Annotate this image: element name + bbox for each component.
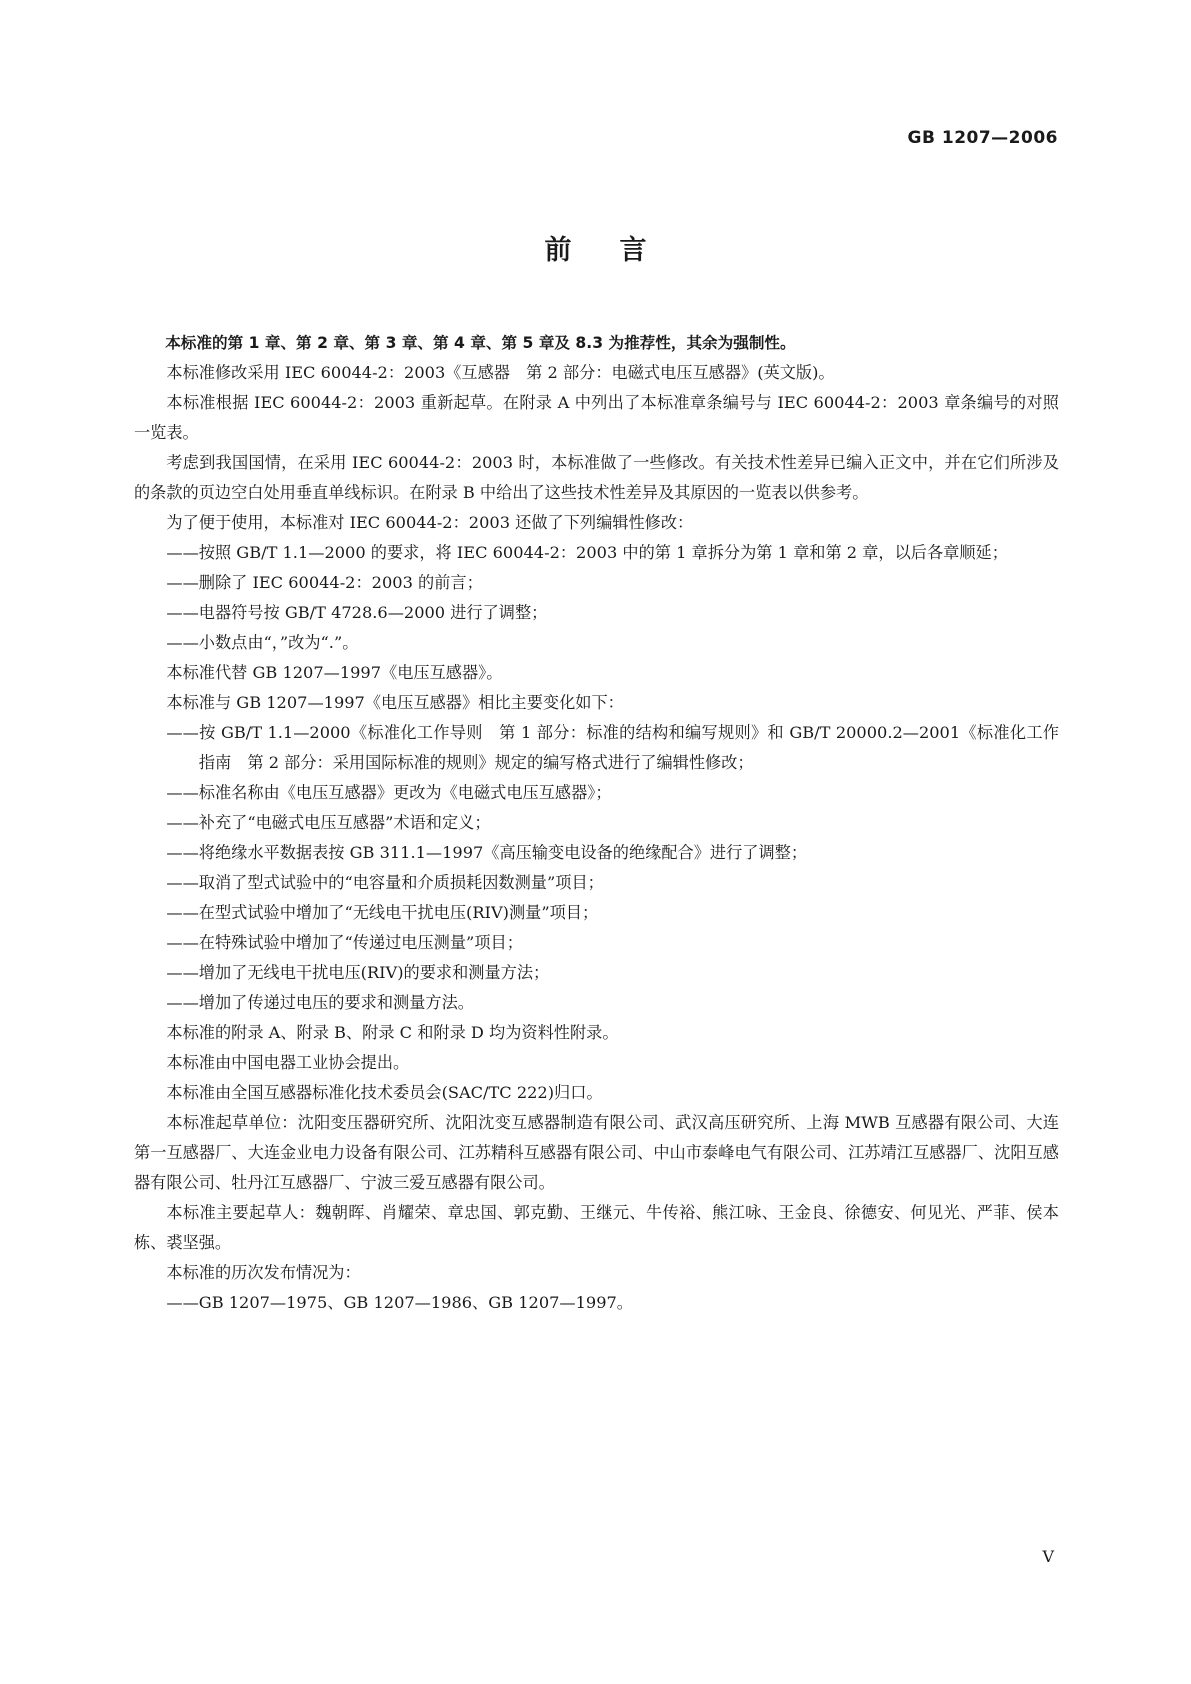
paragraph: 本标准修改采用 IEC 60044-2：2003《互感器 第 2 部分：电磁式电压互感器》(英文版)。	[166, 363, 835, 382]
list-item: ——将绝缘水平数据表按 GB 311.1—1997《高压输变电设备的绝缘配合》进行了调整；	[166, 843, 808, 862]
list-item: ——GB 1207—1975、GB 1207—1986、GB 1207—1997。	[166, 1293, 633, 1312]
list-item: ——增加了无线电干扰电压(RIV)的要求和测量方法；	[166, 963, 550, 982]
list-item: ——电器符号按 GB/T 4728.6—2000 进行了调整；	[166, 603, 548, 622]
list-item: ——取消了型式试验中的“电容量和介质损耗因数测量”项目；	[166, 873, 604, 892]
paragraph: 考虑到我国国情，在采用 IEC 60044-2：2003 时，本标准做了一些修改。有关技术性差异已编入正文中，并在它们所涉及的条款的页边空白处用垂直单线标识。在附录 B 中给出了这些技术性差异及其原因的一览表以供参考。	[134, 453, 1059, 502]
foreword-body	[134, 328, 1059, 1318]
paragraph: 本标准主要起草人：魏朝晖、肖耀荣、章忠国、郭克勤、王继元、牛传裕、熊江咏、王金良、徐德安、何见光、严菲、侯本栋、裘坚强。	[134, 1203, 1059, 1252]
paragraph: 本标准由中国电器工业协会提出。	[166, 1053, 410, 1072]
list-item: ——按 GB/T 1.1—2000《标准化工作导则 第 1 部分：标准的结构和编写规则》和 GB/T 20000.2—2001《标准化工作指南 第 2 部分：采用国际标准的规则》规定的编写格式进行了编辑性修改；	[166, 723, 1059, 772]
paragraph: 本标准的第 1 章、第 2 章、第 3 章、第 4 章、第 5 章及 8.3 为推荐性，其余为强制性。	[165, 334, 796, 352]
list-item: ——删除了 IEC 60044-2：2003 的前言；	[166, 573, 483, 592]
list-item: ——标准名称由《电压互感器》更改为《电磁式电压互感器》；	[166, 783, 612, 802]
list-item: ——补充了“电磁式电压互感器”术语和定义；	[166, 813, 491, 832]
list-item: ——小数点由“，”改为“.”。	[166, 633, 359, 652]
list-item: ——在特殊试验中增加了“传递过电压测量”项目；	[166, 933, 523, 952]
list-item: ——按照 GB/T 1.1—2000 的要求，将 IEC 60044-2：2003 中的第 1 章拆分为第 1 章和第 2 章，以后各章顺延；	[166, 543, 1008, 562]
paragraph: 本标准的附录 A、附录 B、附录 C 和附录 D 均为资料性附录。	[166, 1023, 619, 1042]
list-item: ——增加了传递过电压的要求和测量方法。	[166, 993, 474, 1012]
paragraph: 本标准与 GB 1207—1997《电压互感器》相比主要变化如下：	[166, 693, 624, 712]
paragraph: 本标准起草单位：沈阳变压器研究所、沈阳沈变互感器制造有限公司、武汉高压研究所、上海 MWB 互感器有限公司、大连第一互感器厂、大连金业电力设备有限公司、江苏精科互感器有限公司、中山市泰峰电气有限公司、江苏靖江互感器厂、沈阳互感器有限公司、牡丹江互感器厂、宁波三爱互感器有限公司。	[134, 1113, 1059, 1192]
paragraph: 本标准由全国互感器标准化技术委员会(SAC/TC 222)归口。	[166, 1083, 603, 1102]
page-title: 前言	[544, 235, 695, 266]
paragraph: 本标准的历次发布情况为：	[166, 1263, 361, 1282]
paragraph: 本标准代替 GB 1207—1997《电压互感器》。	[166, 663, 503, 682]
paragraph: 为了便于使用，本标准对 IEC 60044-2：2003 还做了下列编辑性修改：	[166, 513, 694, 532]
standard-number: GB 1207—2006	[907, 128, 1058, 148]
list-item: ——在型式试验中增加了“无线电干扰电压(RIV)测量”项目；	[166, 903, 599, 922]
paragraph: 本标准根据 IEC 60044-2：2003 重新起草。在附录 A 中列出了本标准章条编号与 IEC 60044-2：2003 章条编号的对照一览表。	[134, 393, 1059, 442]
page-number: V	[1042, 1547, 1054, 1566]
